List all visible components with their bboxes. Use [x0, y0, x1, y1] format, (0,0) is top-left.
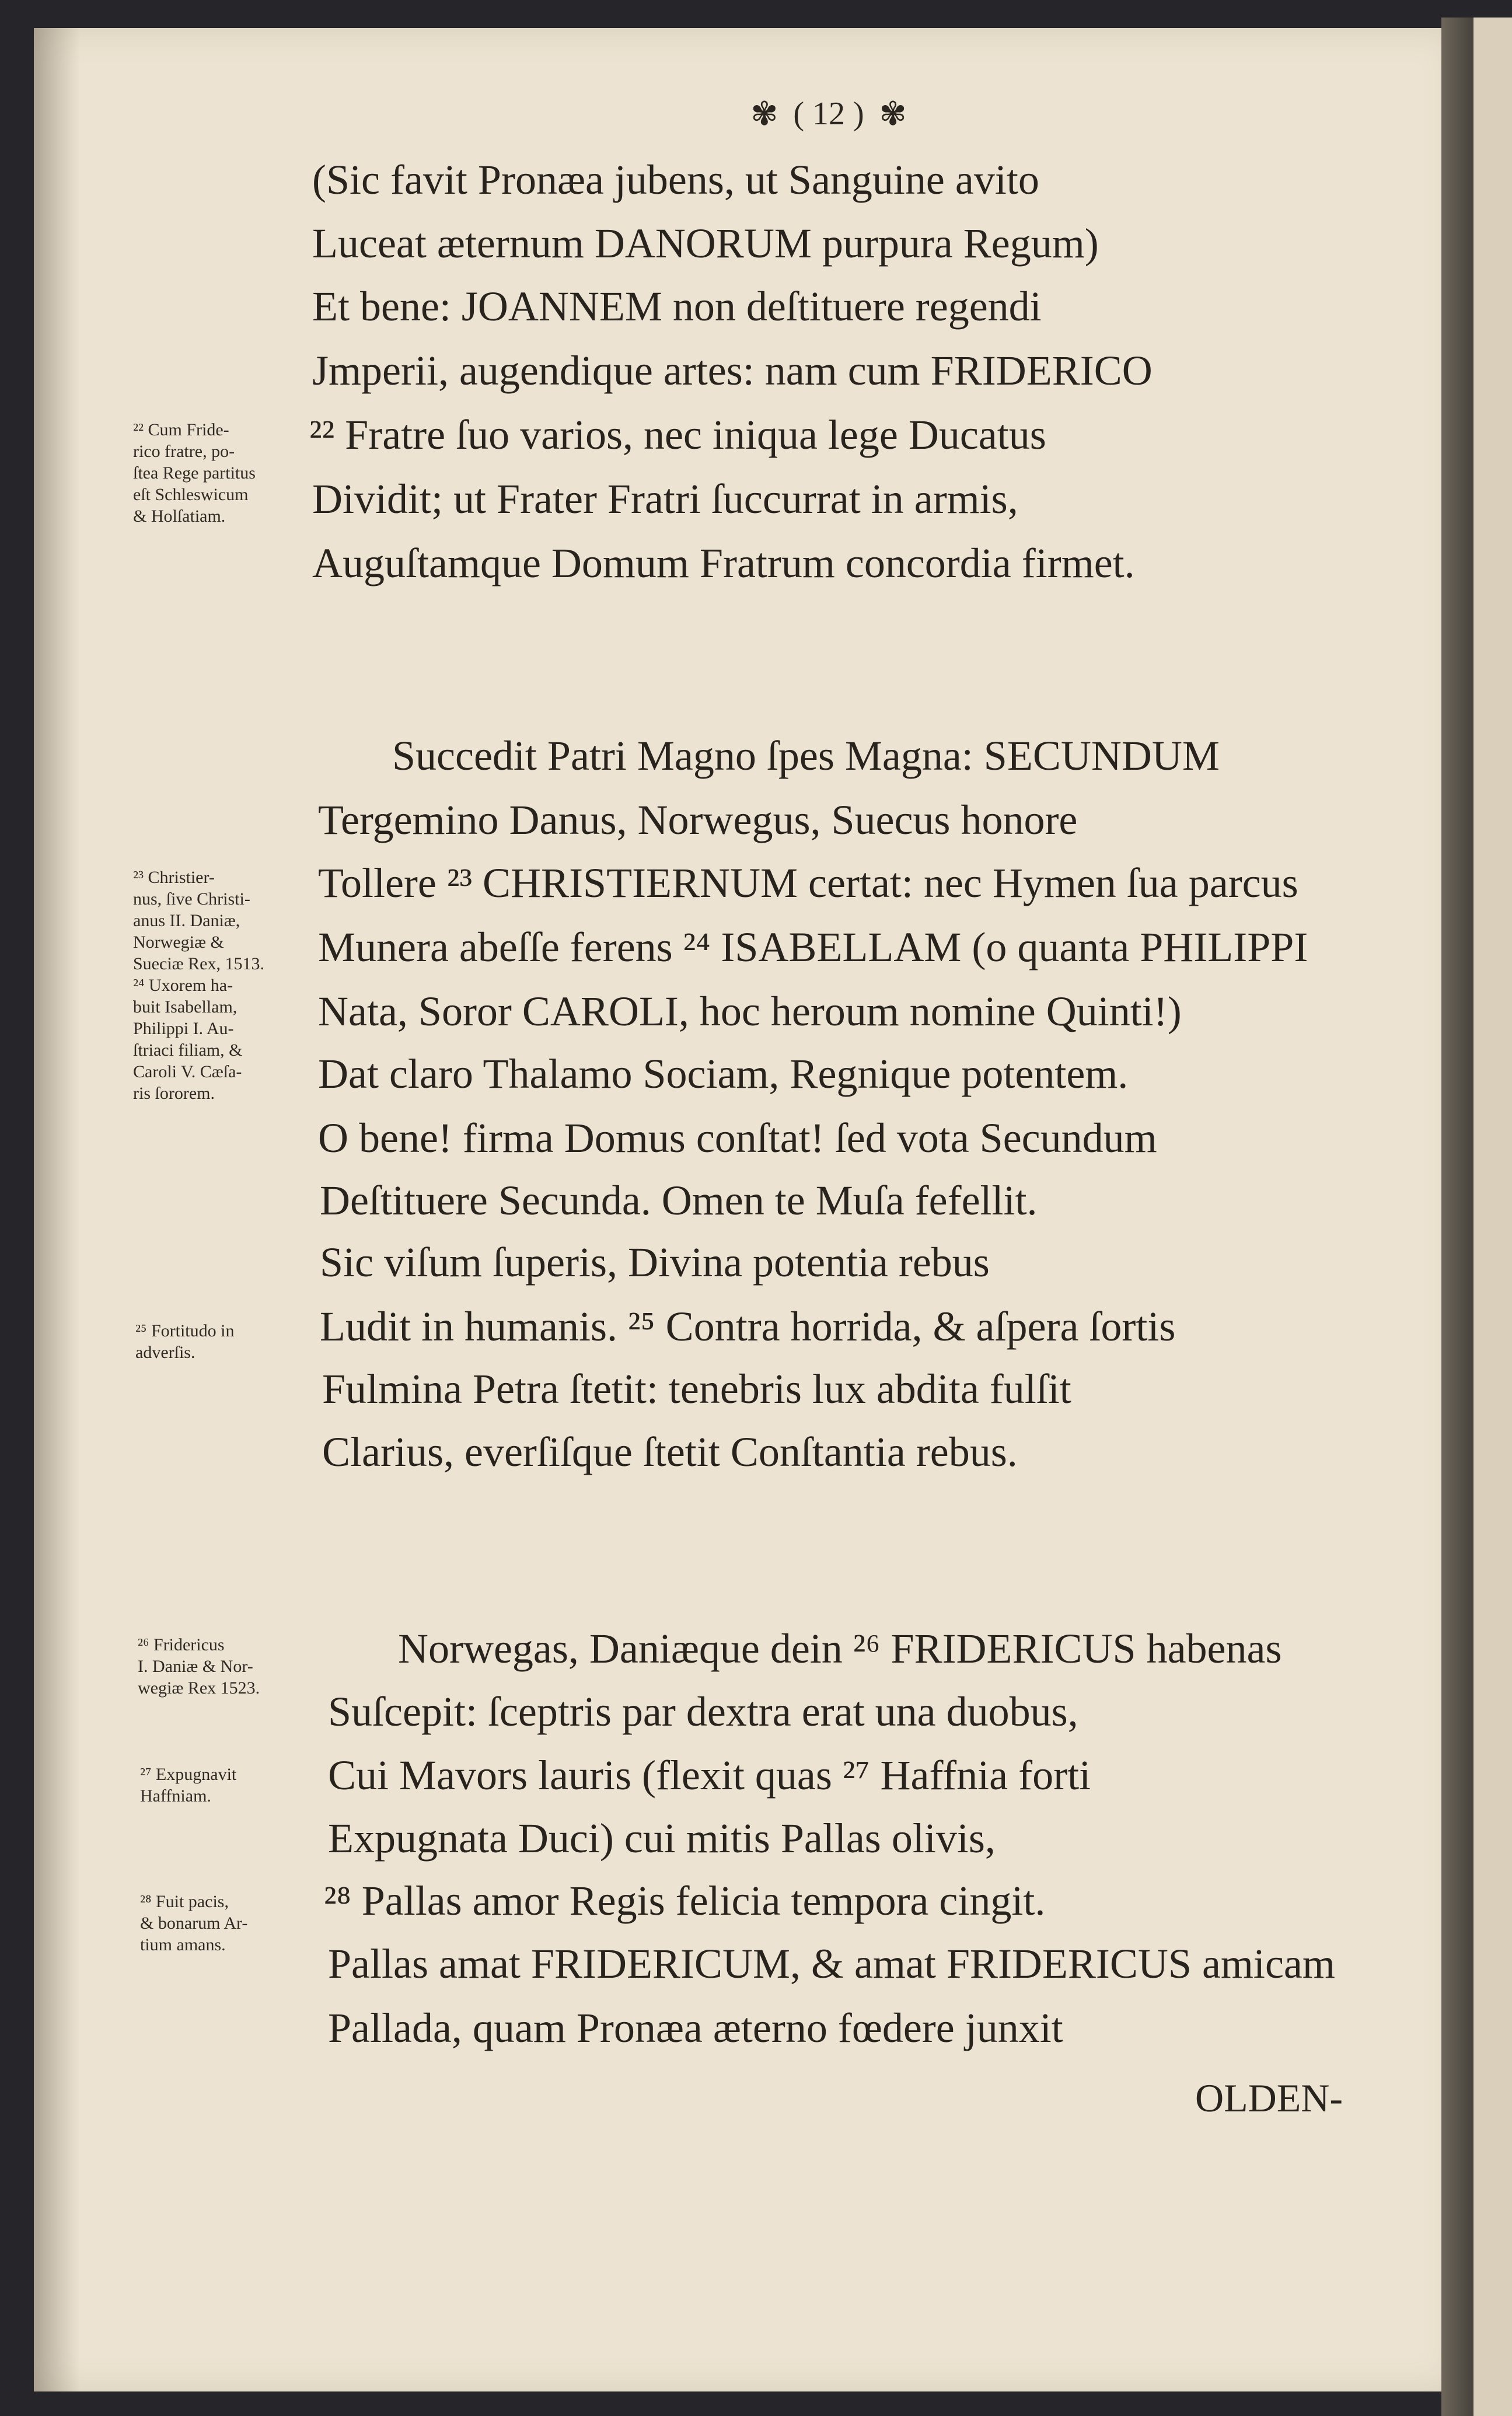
verse-line: Sic viſum ſuperis, Divina potentia rebus — [320, 1239, 990, 1286]
verse-line: Suſcepit: ſceptris par dextra erat una duobus, — [328, 1688, 1078, 1735]
verse-line: Deſtituere Secunda. Omen te Muſa fefellit. — [320, 1177, 1038, 1224]
verse-line: ²⁸ Pallas amor Regis felicia tempora cingit. — [324, 1877, 1046, 1924]
marginal-note-27: ²⁷ Expugnavit Haffniam. — [140, 1765, 237, 1806]
next-page-edge — [1473, 18, 1512, 2416]
marginal-note-22: ²² Cum Fride- rico fratre, po- ſtea Rege partitus eſt Schleswicum & Holſatiam. — [133, 420, 256, 526]
verse-line: Succedit Patri Magno ſpes Magna: SECUNDUM — [392, 732, 1220, 779]
marginal-note-28: ²⁸ Fuit pacis, & bonarum Ar- tium amans. — [140, 1892, 248, 1954]
page-number: ( 12 ) — [793, 96, 864, 132]
verse-line: Munera abeſſe ferens ²⁴ ISABELLAM (o quanta PHILIPPI — [318, 924, 1308, 970]
verse-line: Tollere ²³ CHRISTIERNUM certat: nec Hymen ſua parcus — [318, 860, 1298, 906]
verse-line: Cui Mavors lauris (flexit quas ²⁷ Haffnia forti — [328, 1752, 1091, 1799]
verse-line: Jmperii, augendique artes: nam cum FRIDERICO — [312, 347, 1153, 394]
verse-line: Pallas amat FRIDERICUM, & amat FRIDERICUS amicam — [328, 1940, 1335, 1987]
verse-line: Dividit; ut Frater Fratri ſuccurrat in armis, — [312, 476, 1018, 522]
verse-line: Dat claro Thalamo Sociam, Regnique potentem. — [318, 1050, 1129, 1097]
verse-line: ²² Fratre ſuo varios, nec iniqua lege Ducatus — [309, 411, 1046, 458]
binding-shadow — [34, 28, 81, 2391]
verse-line: Norwegas, Daniæque dein ²⁶ FRIDERICUS habenas — [398, 1625, 1282, 1672]
verse-line: Ludit in humanis. ²⁵ Contra horrida, & aſpera ſortis — [320, 1303, 1176, 1350]
verse-line: Expugnata Duci) cui mitis Pallas olivis, — [328, 1815, 996, 1862]
left-ornament-icon: ✾ — [750, 96, 778, 132]
verse-line: Et bene: JOANNEM non deſtituere regendi — [312, 283, 1042, 330]
page-header — [689, 88, 969, 140]
marginal-note-23-24: ²³ Christier- nus, ſive Christi- anus II. Daniæ, Norwegiæ & Sueciæ Rex, 1513. ²⁴ Uxorem ha- buit Isabellam, Philippi I. Au- ſtriaci filiam, & Caroli V. Cæſa- ris ſororem. — [133, 868, 264, 1103]
verse-line: Clarius, everſiſque ſtetit Conſtantia rebus. — [322, 1429, 1018, 1475]
verse-line: Luceat æternum DANORUM purpura Regum) — [312, 220, 1099, 267]
verse-line: Tergemino Danus, Norwegus, Suecus honore — [318, 797, 1078, 843]
verse-line: Nata, Soror CAROLI, hoc heroum nomine Quinti!) — [318, 988, 1182, 1035]
right-ornament-icon: ✾ — [879, 96, 907, 132]
marginal-note-26: ²⁶ Fridericus I. Daniæ & Nor- wegiæ Rex 1523. — [138, 1635, 260, 1698]
verse-line: Pallada, quam Pronæa æterno fœdere junxit — [328, 2005, 1063, 2051]
verse-line: (Sic favit Pronæa jubens, ut Sanguine avito — [312, 156, 1039, 203]
catchword: OLDEN- — [1195, 2076, 1343, 2120]
verse-line: O bene! firma Domus conſtat! ſed vota Secundum — [318, 1115, 1157, 1161]
verse-line: Auguſtamque Domum Fratrum concordia firmet. — [312, 540, 1135, 586]
verse-line: Fulmina Petra ſtetit: tenebris lux abdita fulſit — [322, 1366, 1071, 1412]
marginal-note-25: ²⁵ Fortitudo in adverſis. — [135, 1321, 235, 1362]
